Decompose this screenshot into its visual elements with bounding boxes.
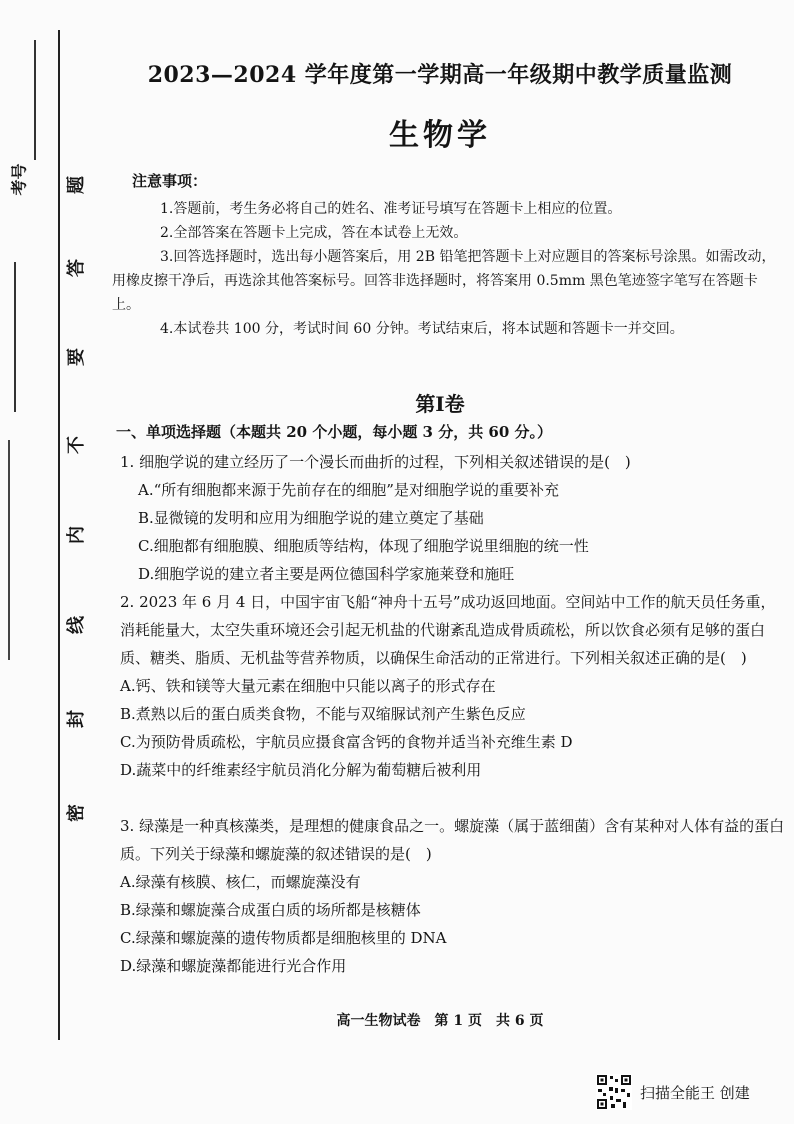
notice-list — [112, 197, 782, 341]
option-a: A.钙、铁和镁等大量元素在细胞中只能以离子的形式存在 — [120, 677, 496, 695]
option-c: C.细胞都有细胞膜、细胞质等结构，体现了细胞学说里细胞的统一性 — [138, 537, 589, 555]
exam-title: 2023—2024 学年度第一学期高一年级期中教学质量监测 — [147, 62, 733, 88]
binding-char: 题 — [66, 176, 87, 194]
notice-item: 1.答题前，考生务必将自己的姓名、准考证号填写在答题卡上相应的位置。 — [160, 201, 622, 217]
question-1 — [112, 448, 788, 588]
question-stem: 1. 细胞学说的建立经历了一个漫长而曲折的过程，下列相关叙述错误的是( ) — [120, 453, 631, 471]
option-b: B.显微镜的发明和应用为细胞学说的建立奠定了基础 — [138, 509, 484, 527]
notice-item: 4.本试卷共 100 分，考试时间 60 分钟。考试结束后，将本试题和答题卡一并交回。 — [160, 321, 684, 337]
binding-char: 答 — [66, 259, 87, 277]
option-a: A.绿藻有核膜、核仁，而螺旋藻没有 — [120, 873, 361, 891]
qr-code-icon — [596, 1074, 632, 1110]
notice-heading: 注意事项： — [132, 172, 208, 190]
scanner-watermark: 扫描全能王 创建 — [640, 1084, 750, 1102]
page-footer: 高一生物试卷 第 1 页 共 6 页 — [336, 1013, 544, 1029]
part-heading: 一、单项选择题（本题共 20 个小题，每小题 3 分，共 60 分。） — [116, 423, 553, 441]
exam-subject: 生物学 — [389, 118, 491, 153]
binding-edge-line — [8, 440, 10, 660]
option-d: D.绿藻和螺旋藻都能进行光合作用 — [120, 957, 347, 975]
binding-edge-line — [34, 40, 36, 160]
option-b: B.煮熟以后的蛋白质类食物，不能与双缩脲试剂产生紫色反应 — [120, 705, 526, 723]
binding-char: 不 — [66, 436, 87, 454]
notice-item: 3.回答选择题时，选出每小题答案后，用 2B 铅笔把答题卡上对应题目的答案标号涂黑。如需改动，用橡皮擦干净后，再选涂其他答案标号。回答非选择题时，将答案用 0.5mm 黑色笔迹签字笔写在答题卡上。 — [112, 249, 776, 313]
binding-char: 密 — [66, 804, 87, 822]
option-b: B.绿藻和螺旋藻合成蛋白质的场所都是核糖体 — [120, 901, 421, 919]
binding-char: 要 — [66, 348, 87, 366]
notice-item: 2.全部答案在答题卡上完成，答在本试卷上无效。 — [160, 225, 468, 241]
question-stem: 3. 绿藻是一种真核藻类，是理想的健康食品之一。螺旋藻（属于蓝细菌）含有某种对人体有益的蛋白质。下列关于绿藻和螺旋藻的叙述错误的是( ) — [120, 817, 785, 863]
section-title: 第Ⅰ卷 — [415, 392, 465, 416]
question-3 — [112, 812, 788, 980]
exam-number-label: 考号 — [9, 163, 29, 196]
option-a: A.“所有细胞都来源于先前存在的细胞”是对细胞学说的重要补充 — [138, 481, 559, 499]
option-c: C.绿藻和螺旋藻的遗传物质都是细胞核里的 DNA — [120, 929, 447, 947]
question-stem: 2. 2023 年 6 月 4 日，中国宇宙飞船“神舟十五号”成功返回地面。空间站中工作的航天员任务重，消耗能量大，太空失重环境还会引起无机盐的代谢紊乱造成骨质疏松，所以饮食必须有足够的蛋白质、糖类、脂质、无机盐等营养物质，以确保生命活动的正常进行。下列相关叙述正确的是( ) — [120, 593, 776, 667]
question-2 — [112, 588, 788, 784]
binding-char: 封 — [66, 710, 87, 728]
option-d: D.蔬菜中的纤维素经宇航员消化分解为葡萄糖后被利用 — [120, 761, 482, 779]
option-c: C.为预防骨质疏松，宇航员应摄食富含钙的食物并适当补充维生素 D — [120, 733, 573, 751]
binding-char: 内 — [66, 526, 87, 544]
binding-char: 线 — [66, 616, 87, 634]
binding-edge-line — [14, 262, 16, 412]
option-d: D.细胞学说的建立者主要是两位德国科学家施莱登和施旺 — [138, 565, 515, 583]
